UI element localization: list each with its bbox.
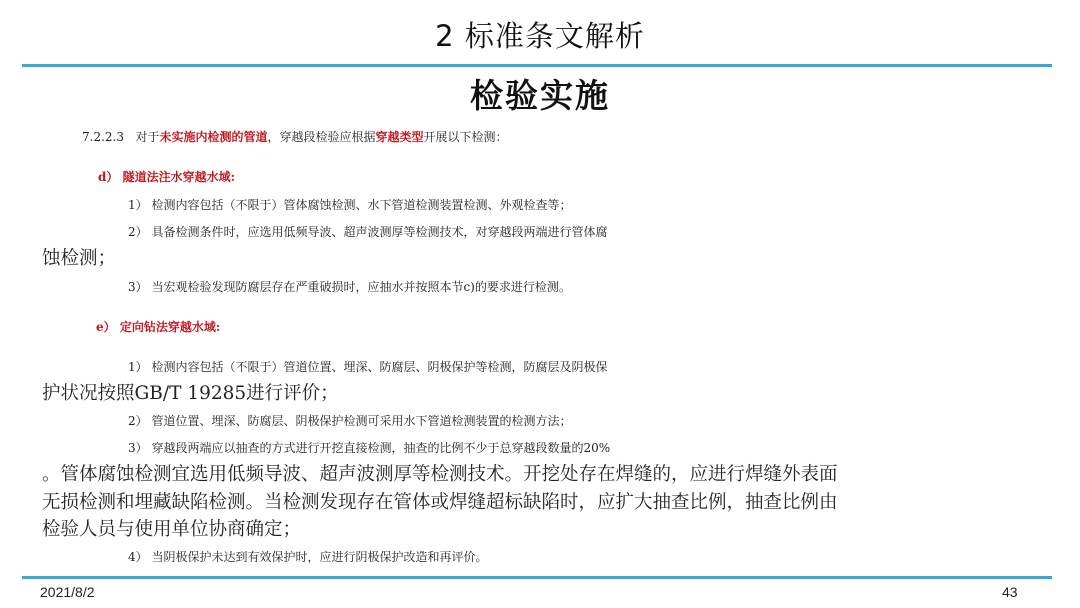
section-e-line-7: 检验人员与使用单位协商确定；	[42, 519, 302, 540]
section-d-line-1: 1） 检测内容包括（不限于）管体腐蚀检测、水下管道检测装置检测、外观检查等；	[128, 198, 572, 212]
section-e-line-6: 无损检测和埋藏缺陷检测。当检测发现存在管体或焊缝超标缺陷时，应扩大抽查比例，抽查比例由	[42, 492, 838, 513]
section-e-line-1: 1） 检测内容包括（不限于）管道位置、埋深、防腐层、阴极保护等检测，防腐层及阴极保	[128, 360, 608, 374]
bottom-divider	[22, 576, 1052, 579]
page-number: 43	[1002, 584, 1018, 600]
section-e-line-4: 3） 穿越段两端应以抽查的方式进行开挖直接检测，抽查的比例不少于总穿越段数量的20%	[128, 441, 611, 455]
clause-text-2: ，穿越段检验应根据	[267, 130, 376, 144]
section-title: 2 标准条文解析	[435, 19, 645, 53]
section-e-line-8: 4） 当阴极保护未达到有效保护时，应进行阴极保护改造和再评价。	[128, 550, 488, 564]
clause-highlight-2: 穿越类型	[375, 130, 424, 144]
section-d-line-2: 2） 具备检测条件时，应选用低频导波、超声波测厚等检测技术，对穿越段两端进行管体腐	[128, 225, 608, 239]
clause-text-1: 对于	[135, 130, 160, 144]
section-e-line-3: 2） 管道位置、埋深、防腐层、阴极保护检测可采用水下管道检测装置的检测方法；	[128, 414, 572, 428]
footer-date: 2021/8/2	[40, 584, 95, 600]
clause-highlight-1: 未实施内检测的管道	[159, 130, 268, 144]
section-d-heading: d） 隧道法注水穿越水域:	[98, 170, 235, 184]
clause-number: 7.2.2.3	[82, 130, 124, 144]
section-e-line-5: 。管体腐蚀检测宜选用低频导波、超声波测厚等检测技术。开挖处存在焊缝的，应进行焊缝外表面	[42, 464, 838, 485]
slide-title: 检验实施	[470, 76, 610, 115]
section-d-line-3: 蚀检测；	[42, 248, 117, 269]
section-e-line-2: 护状况按照GB/T 19285进行评价；	[42, 383, 339, 404]
clause-text-3: 开展以下检测：	[423, 130, 508, 144]
clause-line	[82, 124, 1080, 150]
top-divider	[22, 64, 1052, 67]
section-d-line-4: 3） 当宏观检验发现防腐层存在严重破损时，应抽水并按照本节c)的要求进行检测。	[128, 280, 571, 294]
section-e-heading: e） 定向钻法穿越水域:	[96, 320, 221, 334]
